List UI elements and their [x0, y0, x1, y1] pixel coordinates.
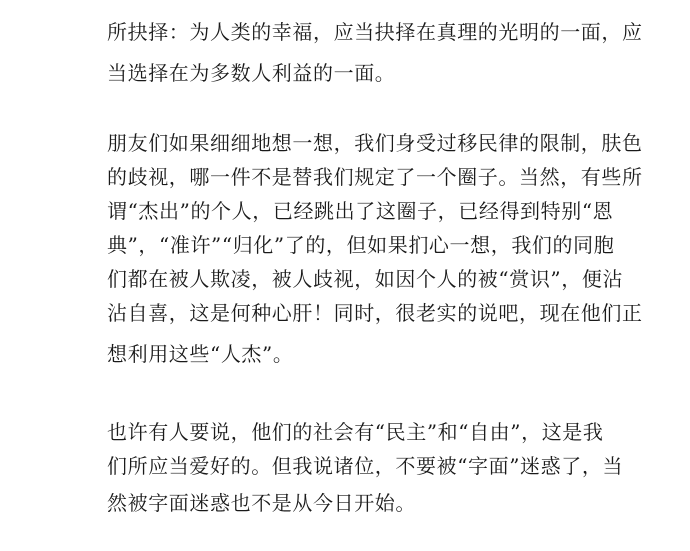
- text-line: 的歧视，哪一件不是替我们规定了一个圈子。当然，有些所: [107, 165, 643, 189]
- text-line: 们都在被人欺凌，被人歧视，如因个人的被“赏识”，便沾: [107, 267, 624, 291]
- text-line: 然被字面迷惑也不是从今日开始。: [107, 491, 416, 515]
- text-line: 谓“杰出”的个人，已经跳出了这圈子，已经得到特别“恩: [107, 199, 614, 223]
- text-line: 当选择在为多数人利益的一面。: [107, 61, 396, 85]
- text-line: 想利用这些“人杰”。: [107, 342, 294, 366]
- text-line: 朋友们如果细细地想一想，我们身受过移民律的限制，肤色: [107, 131, 643, 155]
- text-line: 所抉择：为人类的幸福，应当抉择在真理的光明的一面，应: [107, 20, 643, 44]
- text-line: 也许有人要说，他们的社会有“民主”和“自由”，这是我: [107, 420, 604, 444]
- text-line: 典”，“准许”“归化”了的，但如果扪心一想，我们的同胞: [107, 233, 615, 257]
- text-line: 沾自喜，这是何种心肝！同时，很老实的说吧，现在他们正: [107, 301, 643, 325]
- document-page: [107, 0, 643, 551]
- text-line: 们所应当爱好的。但我说诸位，不要被“字面”迷惑了，当: [107, 454, 624, 478]
